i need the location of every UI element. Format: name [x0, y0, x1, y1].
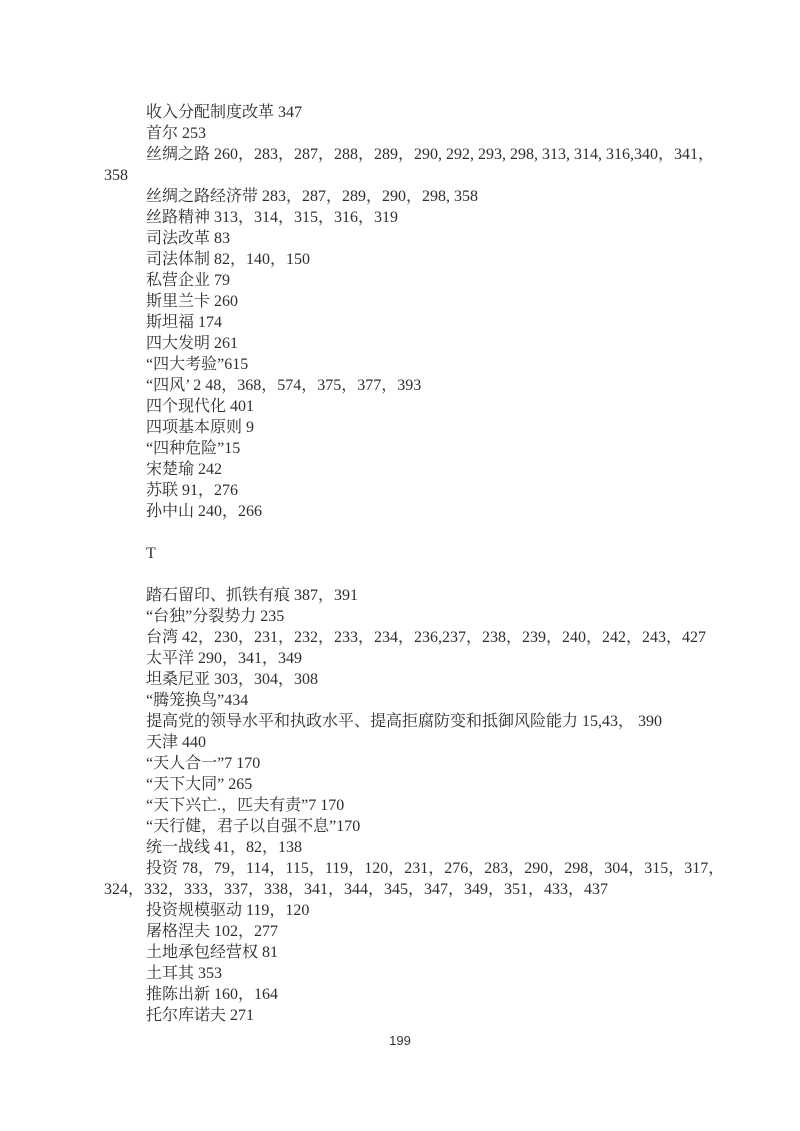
- index-entry-line: 踏石留印、抓铁有痕 387，391: [146, 587, 359, 604]
- index-entry-line: 首尔 253: [146, 125, 207, 142]
- index-entry-line: “天下大同” 265: [146, 776, 253, 793]
- index-entry-line: 丝绸之路 260，283，287，288，289，290, 292, 293, 298, 313, 314, 316,340，341，: [146, 146, 715, 163]
- index-entry-line: 托尔库诺夫 271: [146, 1007, 255, 1024]
- index-entry-line: “四种危险”15: [146, 440, 241, 457]
- index-entry-line: 投资 78，79，114，115，119，120，231，276，283，290，298，304，315，317，: [146, 860, 725, 877]
- index-entry-line: 收入分配制度改革 347: [146, 104, 303, 121]
- index-entry-line: “天行健，君子以自强不息”170: [146, 818, 361, 835]
- index-entry-line: 坦桑尼亚 303，304，308: [146, 671, 319, 688]
- index-entry-line: 司法改革 83: [146, 230, 231, 247]
- index-entry-line: 四大发明 261: [146, 335, 239, 352]
- index-entry-line: 孙中山 240，266: [146, 503, 263, 520]
- index-entry-line: 宋楚瑜 242: [146, 461, 223, 478]
- index-entry-line: 斯里兰卡 260: [146, 293, 239, 310]
- section-heading: T: [146, 545, 156, 562]
- index-entry-line: 台湾 42，230，231，232，233，234，236,237，238，239，240，242，243，427: [146, 629, 707, 646]
- page-number: 199: [389, 1033, 411, 1048]
- index-entry-line: 提高党的领导水平和执政水平、提高拒腐防变和抵御风险能力 15,43， 390: [146, 713, 663, 730]
- index-entry-line: 推陈出新 160，164: [146, 986, 279, 1003]
- index-entry-line: “四大考验”615: [146, 356, 249, 373]
- blank-line: [104, 564, 724, 585]
- index-content: [104, 102, 724, 1026]
- index-entry-line: “天下兴亡.，匹夫有责”7 170: [146, 797, 345, 814]
- index-entry-line: 斯坦福 174: [146, 314, 223, 331]
- index-entry-line: 四项基本原则 9: [146, 419, 255, 436]
- index-entry-line: 屠格涅夫 102，277: [146, 923, 279, 940]
- index-entry-line: 苏联 91，276: [146, 482, 239, 499]
- index-entry-line: “四风’ 2 48，368，574，375，377，393: [146, 377, 422, 394]
- index-entry-line: 私营企业 79: [146, 272, 231, 289]
- index-entry-line: “台独”分裂势力 235: [146, 608, 285, 625]
- index-entry-line: 土耳其 353: [146, 965, 223, 982]
- blank-line: [104, 522, 724, 543]
- index-entry-line: 太平洋 290，341，349: [146, 650, 303, 667]
- index-entry-line: 土地承包经营权 81: [146, 944, 279, 961]
- index-entry-line: 丝路精神 313，314，315，316，319: [146, 209, 399, 226]
- index-entry-line: 四个现代化 401: [146, 398, 255, 415]
- index-entry-line: 统一战线 41，82，138: [146, 839, 303, 856]
- index-wrap-line: 324，332，333，337，338，341，344，345，347，349，351，433，437: [104, 881, 609, 898]
- index-entry-line: 司法体制 82，140，150: [146, 251, 311, 268]
- index-entry-line: 天津 440: [146, 734, 207, 751]
- index-entry-line: “天人合一”7 170: [146, 755, 261, 772]
- index-wrap-line: 358: [104, 167, 128, 184]
- index-entry-line: 投资规模驱动 119，120: [146, 902, 310, 919]
- index-entry-line: 丝绸之路经济带 283，287，289，290，298, 358: [146, 188, 479, 205]
- index-entry-line: “腾笼换鸟”434: [146, 692, 249, 709]
